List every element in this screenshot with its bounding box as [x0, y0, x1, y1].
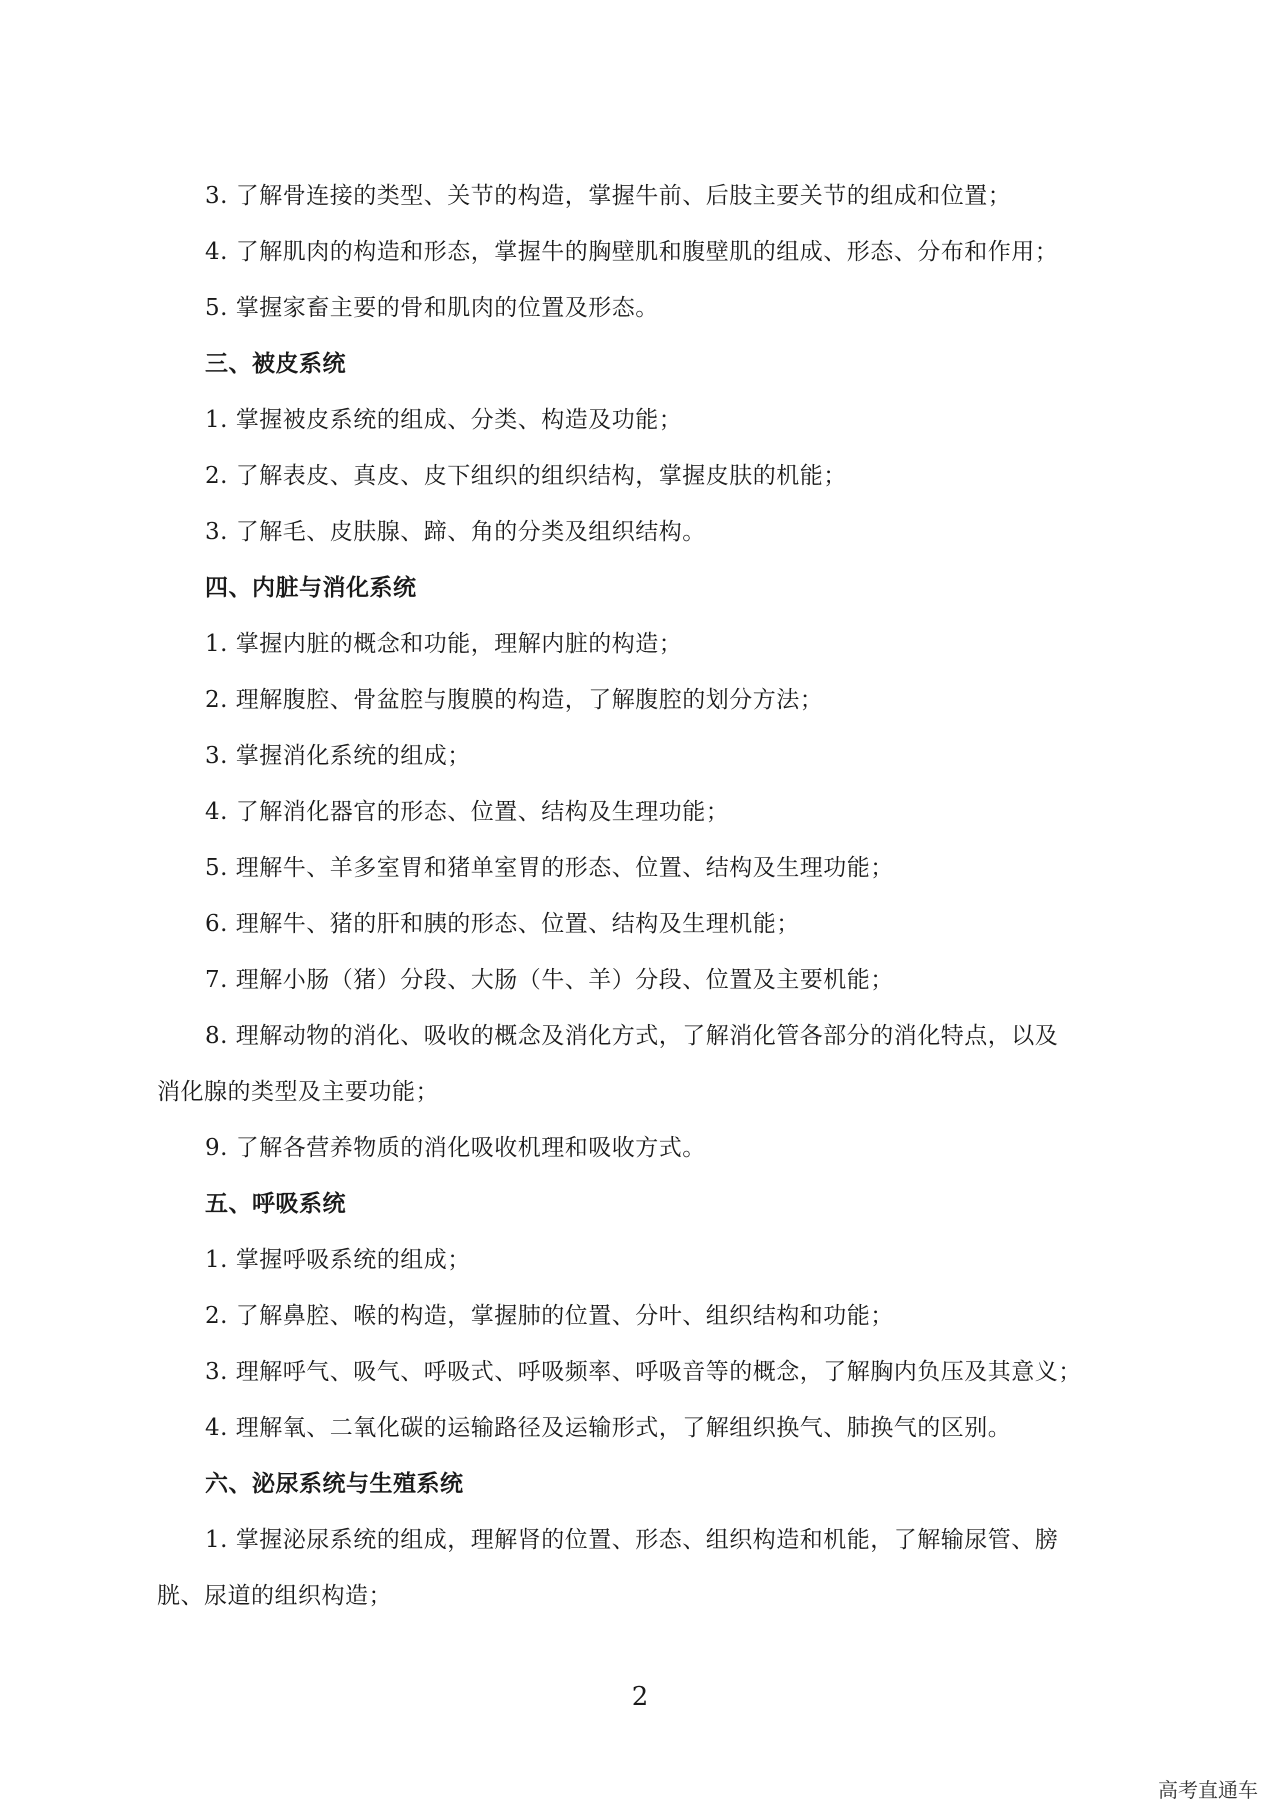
text-line: 2. 理解腹腔、骨盆腔与腹膜的构造，了解腹腔的划分方法； — [205, 687, 824, 713]
watermark: 高考直通车 — [1158, 1778, 1258, 1802]
text-line: 6. 理解牛、猪的肝和胰的形态、位置、结构及生理机能； — [205, 911, 800, 937]
text-line: 7. 理解小肠（猪）分段、大肠（牛、羊）分段、位置及主要机能； — [205, 967, 894, 993]
section-heading: 六、泌尿系统与生殖系统 — [205, 1471, 464, 1497]
text-line: 1. 掌握被皮系统的组成、分类、构造及功能； — [205, 407, 683, 433]
text-line: 4. 了解消化器官的形态、位置、结构及生理功能； — [205, 799, 730, 825]
text-line: 3. 掌握消化系统的组成； — [205, 743, 471, 769]
text-line: 4. 了解肌肉的构造和形态，掌握牛的胸壁肌和腹壁肌的组成、形态、分布和作用； — [205, 239, 1059, 265]
text-line: 3. 了解骨连接的类型、关节的构造，掌握牛前、后肢主要关节的组成和位置； — [205, 183, 1012, 209]
text-line-continuation: 胱、尿道的组织构造； — [157, 1583, 392, 1609]
text-line: 5. 理解牛、羊多室胃和猪单室胃的形态、位置、结构及生理功能； — [205, 855, 894, 881]
text-line: 1. 掌握泌尿系统的组成，理解肾的位置、形态、组织构造和机能，了解输尿管、膀 — [205, 1527, 1059, 1553]
text-line: 2. 了解鼻腔、喉的构造，掌握肺的位置、分叶、组织结构和功能； — [205, 1303, 894, 1329]
text-line: 1. 掌握呼吸系统的组成； — [205, 1247, 471, 1273]
text-line: 3. 理解呼气、吸气、呼吸式、呼吸频率、呼吸音等的概念，了解胸内负压及其意义； — [205, 1359, 1082, 1385]
page-number: 2 — [631, 1682, 649, 1712]
section-heading: 五、呼吸系统 — [205, 1191, 346, 1217]
section-heading: 四、内脏与消化系统 — [205, 575, 417, 601]
text-line-continuation: 消化腺的类型及主要功能； — [157, 1079, 439, 1105]
text-line: 3. 了解毛、皮肤腺、蹄、角的分类及组织结构。 — [205, 519, 706, 545]
text-line: 4. 理解氧、二氧化碳的运输路径及运输形式，了解组织换气、肺换气的区别。 — [205, 1415, 1012, 1441]
text-line: 1. 掌握内脏的概念和功能，理解内脏的构造； — [205, 631, 683, 657]
text-line: 2. 了解表皮、真皮、皮下组织的组织结构，掌握皮肤的机能； — [205, 463, 847, 489]
section-heading: 三、被皮系统 — [205, 351, 346, 377]
document-body — [157, 168, 1147, 1624]
text-line: 9. 了解各营养物质的消化吸收机理和吸收方式。 — [205, 1135, 706, 1161]
text-line: 8. 理解动物的消化、吸收的概念及消化方式，了解消化管各部分的消化特点，以及 — [205, 1023, 1059, 1049]
text-line: 5. 掌握家畜主要的骨和肌肉的位置及形态。 — [205, 295, 659, 321]
